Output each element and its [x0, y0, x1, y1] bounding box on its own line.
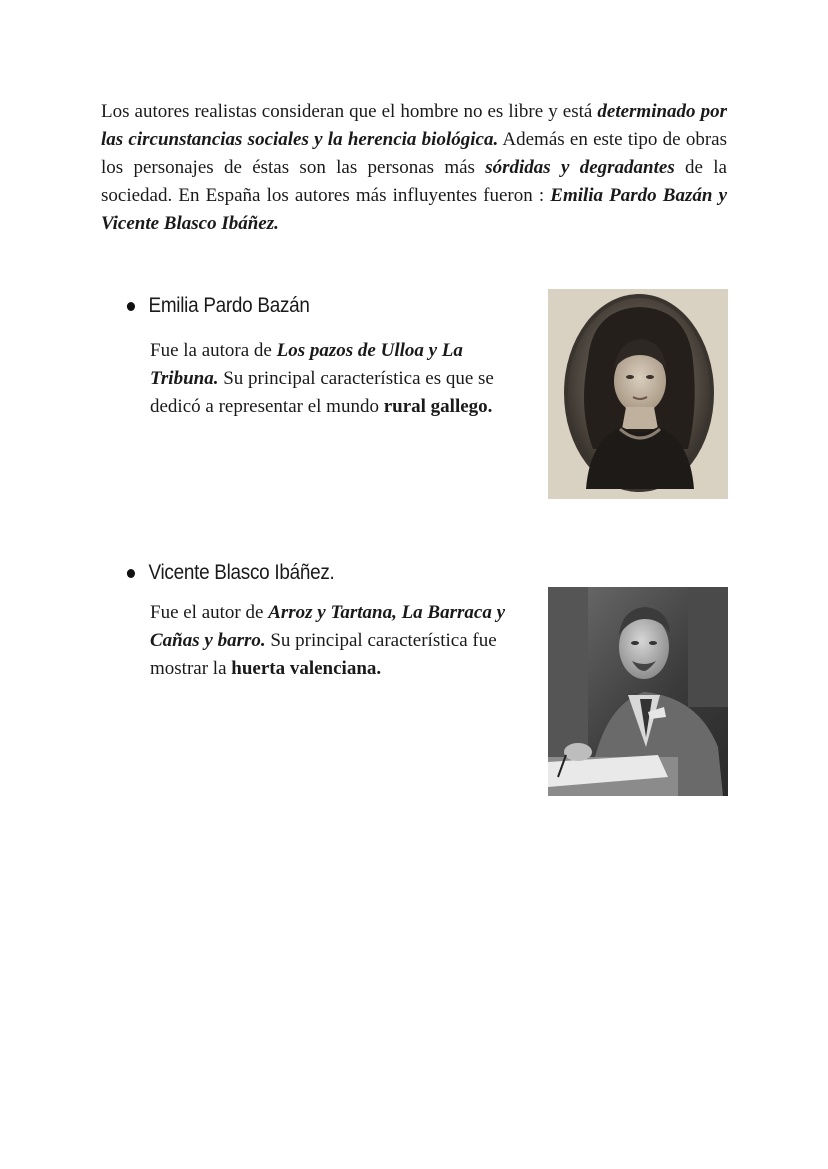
author-heading-vicente — [126, 561, 334, 585]
author-name: Vicente Blasco Ibáñez. — [148, 561, 335, 584]
intro-emphasis-3: Emilia Pardo Bazán y Vicente Blasco Ibáñez. — [101, 185, 727, 234]
author-description-emilia — [150, 337, 535, 421]
author-works: Arroz y Tartana, La Barraca y Cañas y barro. — [150, 602, 506, 651]
intro-text-1: Los autores realistas consideran que el hombre no es libre y está — [101, 101, 598, 122]
author-name: Emilia Pardo Bazán — [148, 294, 310, 317]
intro-emphasis-1: determinado por las circunstancias sociales y la herencia biológica. — [101, 101, 727, 150]
author-desc-text: Fue el autor de — [150, 602, 269, 623]
author-description-vicente — [150, 599, 535, 683]
intro-paragraph — [101, 98, 727, 238]
author-works: Los pazos de Ulloa y La Tribuna. — [150, 340, 463, 389]
author-highlight: rural gallego. — [383, 396, 493, 417]
author-desc-text: Su principal característica fue mostrar la — [150, 630, 497, 679]
portrait-emilia-pardo-bazan — [548, 289, 728, 499]
author-desc-text: Fue la autora de — [150, 340, 277, 361]
intro-text-3: de la sociedad. En España los autores más influyentes fueron : — [101, 157, 727, 206]
author-heading-emilia — [126, 294, 310, 318]
portrait-vicente-blasco-ibanez — [548, 587, 728, 796]
bullet-icon — [127, 302, 135, 311]
author-desc-text: Su principal característica es que se dedicó a representar el mundo — [150, 368, 494, 417]
bullet-icon — [127, 569, 135, 578]
author-highlight: huerta valenciana. — [231, 658, 382, 679]
intro-emphasis-2: sórdidas y degradantes — [485, 157, 675, 178]
intro-text-2: Además en este tipo de obras los personajes de éstas son las personas más — [101, 129, 727, 178]
